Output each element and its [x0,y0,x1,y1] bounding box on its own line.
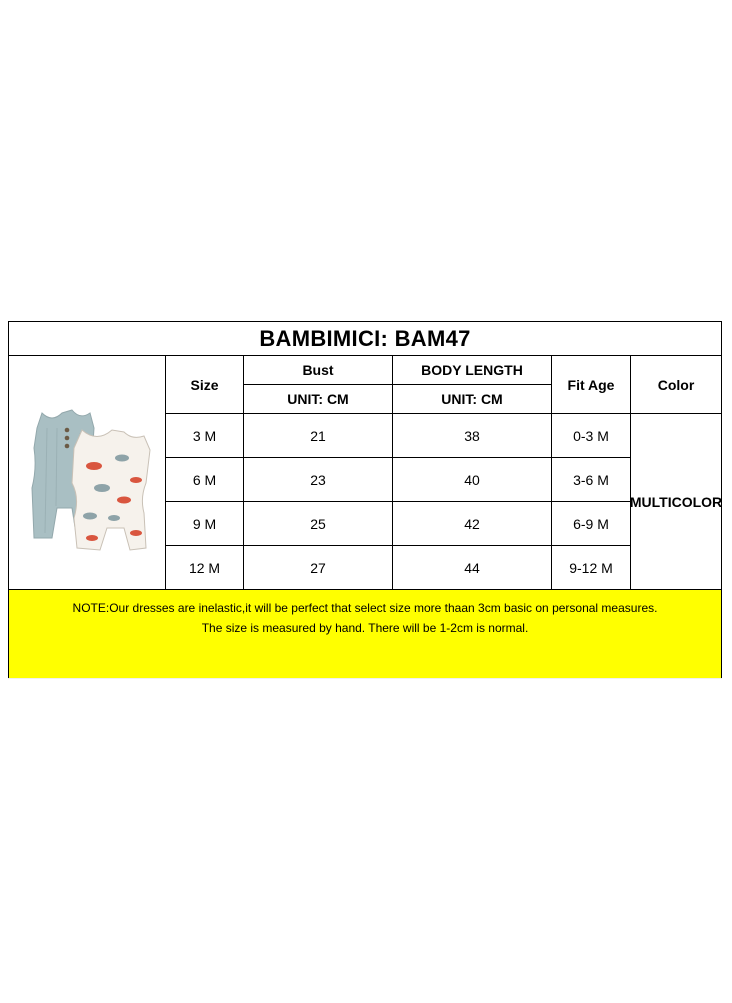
note-line-2: The size is measured by hand. There will be 1-2cm is normal. [201,621,529,635]
row-1-bust: 21 [244,414,393,458]
row-2-bust: 23 [244,458,393,502]
row-1-fit-age: 0-3 M [552,414,631,458]
row-1-size: 3 M [166,414,244,458]
row-1-body-length: 38 [393,414,552,458]
dino-romper [72,430,150,550]
note-banner [9,590,721,678]
row-3-bust: 25 [244,502,393,546]
row-4-size: 12 M [166,546,244,590]
row-4-body-length: 44 [393,546,552,590]
row-2-body-length: 40 [393,458,552,502]
header-body-length: BODY LENGTH [393,356,552,385]
romper-illustration [12,388,162,558]
row-4-fit-age: 9-12 M [552,546,631,590]
row-3-size: 9 M [166,502,244,546]
product-image [9,356,166,590]
header-color: Color [631,356,721,414]
header-bust: Bust [244,356,393,385]
header-size: Size [166,356,244,414]
header-fit-age: Fit Age [552,356,631,414]
divider [8,678,722,679]
row-4-bust: 27 [244,546,393,590]
note-line-1: NOTE:Our dresses are inelastic,it will be perfect that select size more thaan 3cm basic on personal measures. [72,601,658,615]
row-3-body-length: 42 [393,502,552,546]
header-bust-unit: UNIT: CM [244,385,393,414]
size-chart [8,321,722,679]
row-3-fit-age: 6-9 M [552,502,631,546]
chart-title: BAMBIMICI: BAM47 [9,322,721,356]
row-2-size: 6 M [166,458,244,502]
size-table [9,356,721,590]
row-2-fit-age: 3-6 M [552,458,631,502]
color-value: MULTICOLOR [631,414,721,590]
header-body-length-unit: UNIT: CM [393,385,552,414]
